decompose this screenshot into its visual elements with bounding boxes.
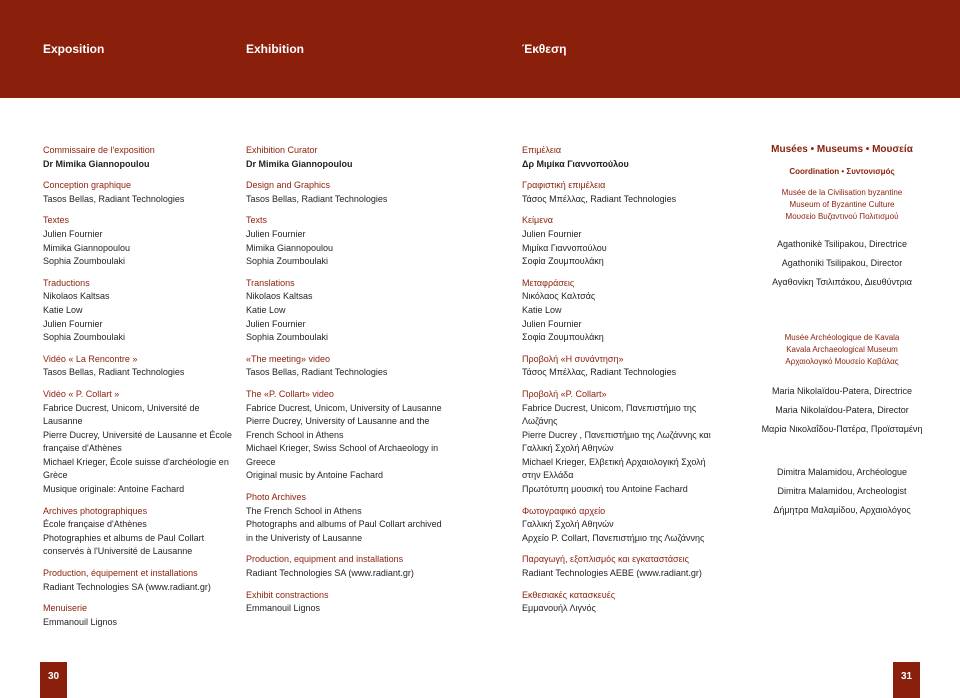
credit-line: Julien Fournier (246, 228, 306, 239)
coordination-label: Coordination • Συντονισμός (789, 167, 895, 176)
credit-block (246, 214, 442, 268)
credit-block (246, 491, 442, 545)
credit-block (522, 589, 722, 616)
person-name: Agathoniki Tsilipakou, Director (781, 258, 903, 268)
credit-line: Πρωτότυπη μουσική του Antoine Fachard (522, 484, 688, 495)
credit-block (43, 602, 233, 629)
person-name: Dimitra Malamidou, Archeologist (777, 486, 907, 496)
credit-line: Sophia Zoumboulaki (246, 256, 329, 267)
credit-line: Fabrice Ducrest, Unicom, University of Lausanne (246, 402, 442, 413)
credit-block (522, 144, 722, 171)
person-name: Dimitra Malamidou, Archéologue (776, 467, 908, 477)
credit-line: Julien Fournier (43, 318, 103, 329)
credit-line: Αρχείο P. Collart, Πανεπιστήμιο της Λωζάννης (522, 532, 705, 543)
credit-line: Nikolaos Kaltsas (246, 291, 313, 302)
credit-label: Traductions (43, 277, 90, 288)
credit-line: Mimika Giannopoulou (246, 242, 334, 253)
credit-line: École française d'Athènes (43, 519, 147, 530)
credit-line: Radiant Technologies AEBE (www.radiant.gr) (522, 568, 702, 579)
credit-line: Mimika Giannopoulou (43, 242, 131, 253)
credit-line: Pierre Ducrey, Université de Lausanne et École française d'Athènes (43, 429, 232, 454)
credit-block (522, 179, 722, 206)
credit-line: Julien Fournier (246, 318, 306, 329)
museum-name: Musée Archéologique de Kavala (784, 333, 900, 342)
credit-label: Commissaire de l'exposition (43, 145, 155, 155)
credit-block (43, 505, 233, 559)
credit-label: Texts (246, 215, 268, 226)
credit-line: Katie Low (43, 304, 83, 315)
credit-line: Fabrice Ducrest, Unicom, Πανεπιστήμιο της Λωζάνης (522, 402, 697, 427)
credit-label: Μεταφράσεις (522, 277, 575, 288)
credit-line: Fabrice Ducrest, Unicom, Université de Lausanne (43, 402, 200, 427)
credit-label: Γραφιστική επιμέλεια (522, 180, 606, 191)
heading-fr: Exposition (43, 42, 105, 56)
credit-line: Radiant Technologies SA (www.radiant.gr) (43, 581, 211, 592)
credit-label: Menuiserie (43, 603, 88, 614)
credit-line: Sophia Zoumboulaki (246, 332, 329, 343)
credit-label: Textes (43, 215, 70, 226)
credit-line: Tasos Bellas, Radiant Technologies (43, 193, 185, 204)
museum-name: Αρχαιολογικό Μουσείο Καβάλας (785, 357, 899, 366)
credit-line: Γαλλική Σχολή Αθηνών (522, 519, 614, 530)
person-name: Maria Nikolaïdou-Patera, Directrice (771, 386, 913, 396)
credit-block (522, 388, 722, 497)
credit-block (246, 353, 442, 380)
credit-line: Julien Fournier (43, 228, 103, 239)
credit-line: Νικόλαος Καλτσάς (522, 291, 596, 302)
credit-line: Τάσος Μπέλλας, Radiant Technologies (522, 367, 677, 378)
credit-block (43, 144, 233, 171)
page-number-right: 31 (893, 662, 920, 698)
credit-label: Design and Graphics (246, 180, 331, 191)
credit-line: Τάσος Μπέλλας, Radiant Technologies (522, 193, 677, 204)
credit-label: Εκθεσιακές κατασκευές (522, 589, 616, 600)
credit-label: Προβολή «Η συνάντηση» (522, 353, 624, 364)
credit-label: Exhibit constractions (246, 589, 329, 600)
museums-column (744, 144, 940, 520)
credit-line: Pierre Ducrey , Πανεπιστήμιο της Λωζάννης και Γαλλική Σχολή Αθηνών (522, 429, 711, 454)
credit-block (43, 567, 233, 594)
credit-line: Emmanouil Lignos (43, 616, 118, 627)
credit-block (246, 277, 442, 345)
museum-name: Musée de la Civilisation byzantine (781, 188, 903, 197)
credit-label: Exhibition Curator (246, 145, 318, 155)
credit-line: Tasos Bellas, Radiant Technologies (43, 367, 185, 378)
credit-line: Μιμίκα Γιαννοπούλου (522, 242, 607, 253)
credit-line: Σοφία Ζουμπουλάκη (522, 256, 604, 267)
credit-label: The «P. Collart» video (246, 388, 334, 399)
museum-name: Kavala Archaeological Museum (786, 345, 898, 354)
credit-block (246, 388, 442, 483)
header-bar (0, 0, 960, 98)
credit-label: Production, équipement et installations (43, 568, 198, 579)
museum-name: Μουσείο Βυζαντινού Πολιτισμού (785, 212, 899, 221)
credit-line: Σοφία Ζουμπουλάκη (522, 332, 604, 343)
credit-line: Katie Low (246, 304, 286, 315)
credit-label: Παραγωγή, εξοπλισμός και εγκαταστάσεις (522, 554, 689, 565)
credit-block (246, 179, 442, 206)
credit-line: Photographs and albums of Paul Collart archived in the Univeristy of Lausanne (246, 519, 442, 543)
credit-line: Musique originale: Antoine Fachard (43, 484, 185, 495)
museum-name: Museum of Byzantine Culture (789, 200, 895, 209)
credit-line: Radiant Technologies SA (www.radiant.gr) (246, 568, 414, 579)
credit-line: Photographies et albums de Paul Collart conservés à l'Université de Lausanne (43, 532, 205, 557)
person-name: Maria Nikolaïdou-Patera, Director (775, 405, 909, 415)
credit-block (522, 505, 722, 546)
credit-line: Pierre Ducrey, University of Lausanne and the French School in Athens (246, 416, 430, 440)
credits-column-fr (43, 144, 233, 637)
credit-line: Original music by Antoine Fachard (246, 470, 384, 481)
person-name: Αγαθονίκη Τσιλιπάκου, Διευθύντρια (772, 277, 912, 287)
credit-label: Vidéo « P. Collart » (43, 388, 120, 399)
credit-label: Κείμενα (522, 215, 553, 226)
credit-block (522, 214, 722, 268)
credit-block (43, 179, 233, 206)
credit-line: Michael Krieger, Ελβετική Αρχαιολογική Σχολή στην Ελλάδα (522, 456, 706, 481)
credit-line: Julien Fournier (522, 228, 582, 239)
credit-block (522, 353, 722, 380)
heading-gr: Έκθεση (522, 42, 567, 56)
credit-line: Michael Krieger, École suisse d'archéologie en Grèce (43, 456, 229, 481)
credit-line: Katie Low (522, 304, 562, 315)
credit-line: Sophia Zoumboulaki (43, 332, 126, 343)
credit-block (522, 553, 722, 580)
credit-line: Δρ Μιμίκα Γιαννοπούλου (522, 158, 629, 169)
credit-line: The French School in Athens (246, 505, 362, 516)
person-name: Μαρία Νικολαΐδου-Πατέρα, Προϊσταμένη (761, 424, 923, 434)
credit-line: Emmanouil Lignos (246, 603, 321, 614)
credit-line: Εμμανουήλ Λιγνός (522, 603, 596, 614)
credit-line: Nikolaos Kaltsas (43, 291, 110, 302)
credit-label: Photo Archives (246, 492, 307, 503)
credit-line: Dr Mimika Giannopoulou (246, 158, 353, 169)
credit-label: Archives photographiques (43, 505, 148, 516)
credit-line: Tasos Bellas, Radiant Technologies (246, 367, 388, 378)
credit-label: Φωτογραφικό αρχείο (522, 505, 606, 516)
credit-line: Dr Mimika Giannopoulou (43, 158, 150, 169)
credit-block (43, 214, 233, 268)
credit-label: Επιμέλεια (522, 145, 562, 155)
credit-block (43, 277, 233, 345)
credit-line: Julien Fournier (522, 318, 582, 329)
person-name: Agathonikè Tsilipakou, Directrice (777, 239, 907, 249)
credit-label: Translations (246, 277, 295, 288)
credit-block (522, 277, 722, 345)
heading-en: Exhibition (246, 42, 304, 56)
credits-column-en (246, 144, 442, 624)
museums-title: Musées • Museums • Μουσεία (771, 144, 913, 155)
credit-line: Michael Krieger, Swiss School of Archaeology in Greece (246, 443, 439, 467)
credit-line: Tasos Bellas, Radiant Technologies (246, 193, 388, 204)
page-number-left: 30 (40, 662, 67, 698)
credit-block (43, 353, 233, 380)
person-name: Δήμητρα Μαλαμίδου, Αρχαιολόγος (773, 505, 911, 515)
credits-column-gr (522, 144, 722, 624)
credit-block (246, 144, 442, 171)
credit-label: Production, equipment and installations (246, 554, 404, 565)
credit-line: Sophia Zoumboulaki (43, 256, 126, 267)
credit-block (246, 589, 442, 616)
credit-label: Conception graphique (43, 180, 132, 191)
credit-label: Vidéo « La Rencontre » (43, 353, 138, 364)
byzantine-museum-names (744, 187, 940, 223)
credit-block (43, 388, 233, 497)
credit-label: «The meeting» video (246, 353, 331, 364)
credit-block (246, 553, 442, 580)
kavala-museum-names (744, 332, 940, 368)
credit-label: Προβολή «P. Collart» (522, 388, 607, 399)
